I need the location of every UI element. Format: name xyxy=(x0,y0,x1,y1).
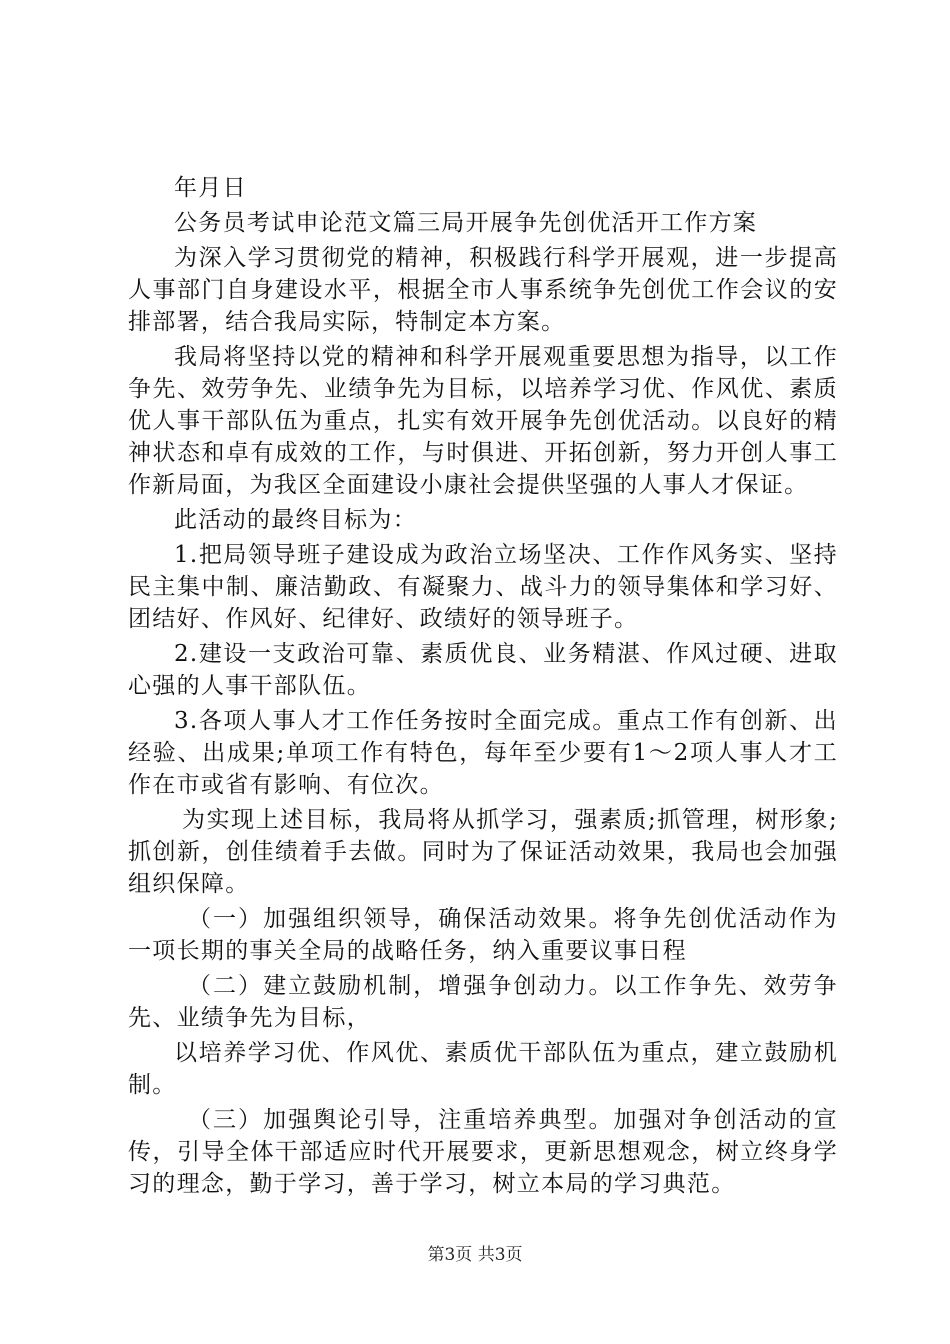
document-body xyxy=(128,172,838,1203)
page-footer: 第3页 共3页 xyxy=(427,1245,523,1265)
date-line: 年月日 xyxy=(174,175,247,201)
paragraph-goal-2: 2.建设一支政治可靠、素质优良、业务精湛、作风过硬、进取心强的人事干部队伍。 xyxy=(128,641,838,699)
paragraph-approach: 为实现上述目标，我局将从抓学习，强素质;抓管理，树形象;抓创新，创佳绩着手去做。同时为了保证活动效果，我局也会加强组织保障。 xyxy=(128,807,838,897)
paragraph-measure-2-cont: 以培养学习优、作风优、素质优干部队伍为重点，建立鼓励机制。 xyxy=(128,1040,838,1098)
paragraph-intro: 为深入学习贯彻党的精神，积极践行科学开展观，进一步提高人事部门自身建设水平，根据全市人事系统争先创优工作会议的安排部署，结合我局实际，特制定本方案。 xyxy=(128,245,838,335)
paragraph-measure-1: （一）加强组织领导，确保活动效果。将争先创优活动作为一项长期的事关全局的战略任务，纳入重要议事日程 xyxy=(128,906,838,964)
paragraph-goal-heading: 此活动的最终目标为： xyxy=(174,507,417,533)
paragraph-goal-1: 1.把局领导班子建设成为政治立场坚决、工作作风务实、坚持民主集中制、廉洁勤政、有凝聚力、战斗力的领导集体和学习好、团结好、作风好、纪律好、政绩好的领导班子。 xyxy=(128,542,838,632)
paragraph-guiding: 我局将坚持以党的精神和科学开展观重要思想为指导，以工作争先、效劳争先、业绩争先为目标，以培养学习优、作风优、素质优人事干部队伍为重点，扎实有效开展争先创优活动。以良好的精神状态和卓有成效的工作，与时俱进、开拓创新，努力开创人事工作新局面，为我区全面建设小康社会提供坚强的人事人才保证。 xyxy=(128,344,838,498)
paragraph-measure-2: （二）建立鼓励机制，增强争创动力。以工作争先、效劳争先、业绩争先为目标， xyxy=(128,973,838,1031)
title-line: 公务员考试申论范文篇三局开展争先创优活开工作方案 xyxy=(174,210,758,236)
paragraph-measure-3: （三）加强舆论引导，注重培养典型。加强对争创活动的宣传，引导全体干部适应时代开展要求，更新思想观念，树立终身学习的理念，勤于学习，善于学习，树立本局的学习典范。 xyxy=(128,1107,838,1197)
paragraph-goal-3: 3.各项人事人才工作任务按时全面完成。重点工作有创新、出经验、出成果;单项工作有特色，每年至少要有1～2项人事人才工作在市或省有影响、有位次。 xyxy=(128,708,838,798)
